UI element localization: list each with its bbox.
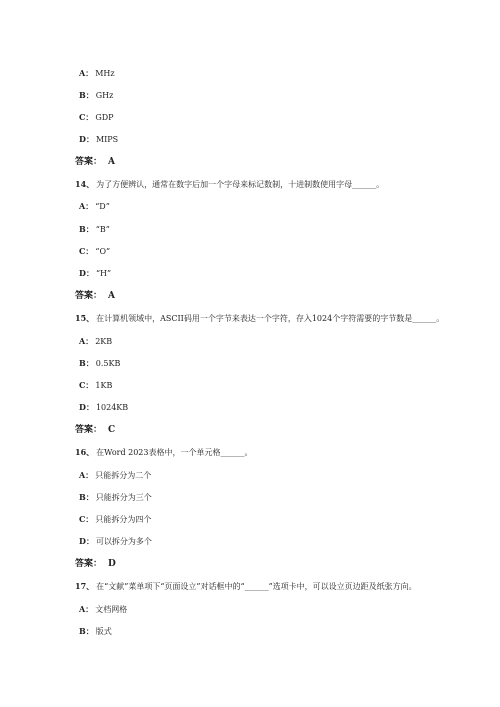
option-d: D： “H” <box>79 268 112 278</box>
option-c: C： 1KB <box>79 380 113 390</box>
option-c: C： GDP <box>79 112 114 122</box>
question-16: 16、 在Word 2023表格中，一个单元格______。 <box>75 447 253 457</box>
option-b: B： 版式 <box>79 626 112 636</box>
option-b: B： “B” <box>79 224 110 234</box>
option-b: B： 只能拆分为三个 <box>79 492 152 502</box>
answer-line: 答案： C <box>75 425 116 435</box>
option-d: D： 1024KB <box>79 402 129 412</box>
option-c: C： 只能拆分为四个 <box>79 514 152 524</box>
question-14: 14、 为了方便辨认，通常在数字后加一个字母来标记数制，十进制数使用字母______。 <box>75 179 385 189</box>
option-d: D： 可以拆分为多个 <box>79 536 152 546</box>
option-a: A： 2KB <box>79 336 113 346</box>
option-a: A： 文档网格 <box>79 604 128 614</box>
option-c: C： “O” <box>79 246 111 256</box>
option-d: D： MIPS <box>79 134 119 144</box>
option-b: B： 0.5KB <box>79 358 121 368</box>
answer-line: 答案： A <box>75 291 115 301</box>
answer-line: 答案： D <box>75 559 116 569</box>
option-b: B： GHz <box>79 90 114 100</box>
option-a: A： 只能拆分为二个 <box>79 470 152 480</box>
option-a: A： “D” <box>79 201 110 211</box>
option-a: A： MHz <box>79 68 115 78</box>
question-15: 15、 在计算机领域中，ASCII码用一个字节来表达一个字符，存入1024个字符需要的字节数是______。 <box>75 313 445 323</box>
answer-line: 答案： A <box>75 157 115 167</box>
question-17: 17、 在“文献”菜单项下“页面设立”对话框中的“______”选项卡中，可以设立页边距及纸张方向。 <box>75 581 417 591</box>
